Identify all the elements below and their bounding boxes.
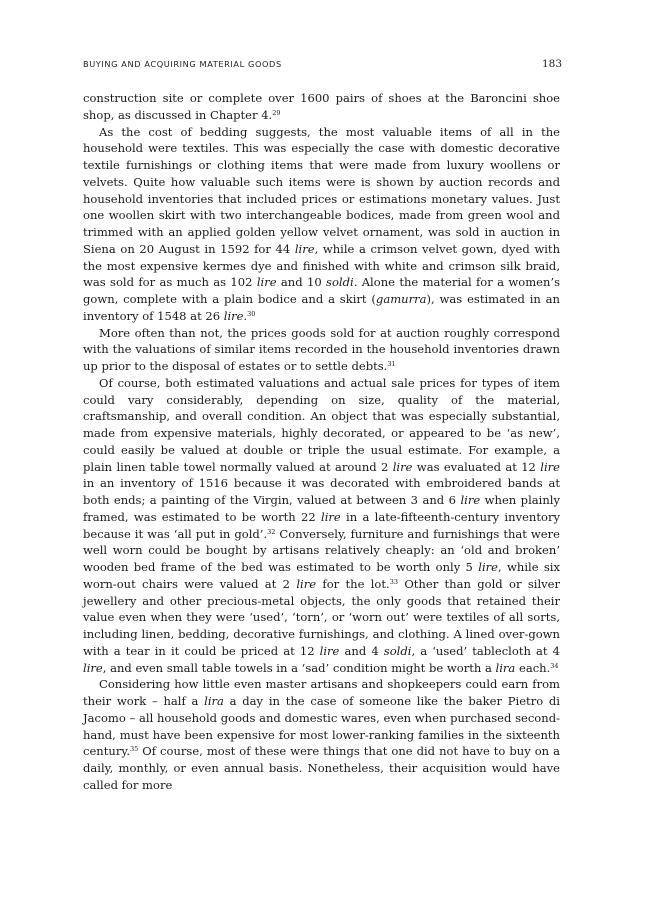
paragraph-2 xyxy=(83,124,560,325)
text-run: a day in the case of someone like the baker Pietro di Jacomo – all household goods and domestic wares, even when purchased second-hand, must have been expensive for most lower-ranking families in the sixteenth century. xyxy=(83,694,560,759)
text-run: when plainly framed, was estimated to be worth 22 xyxy=(83,493,560,524)
text-run: and 10 xyxy=(276,275,327,290)
text-run: for the lot. xyxy=(316,576,390,591)
text-run: in a late-fifteenth-century inventory because it was ‘all put in gold’. xyxy=(83,509,560,541)
italic-term: lire xyxy=(392,459,413,474)
italic-term: soldi xyxy=(383,643,412,658)
text-run: Of course, most of these were things that one did not have to buy on a daily, monthly, or even annual basis. Nonetheless, their acquisition would have called for more xyxy=(83,744,560,792)
footnote-marker: 29 xyxy=(272,108,281,117)
paragraph-1 xyxy=(83,90,560,124)
paragraph-4 xyxy=(83,375,560,677)
text-run: Conversely, furniture and furnishings that were well worn could be bought by artisans relatively cheaply: an ‘old and broken’ wooden bed frame of the bed was estimated to be worth only 5 xyxy=(83,526,560,574)
text-run: . xyxy=(243,308,248,323)
italic-term: gamurra xyxy=(375,292,427,306)
text-run: , and even small table towels in a ‘sad’ condition might be worth a xyxy=(102,660,496,675)
text-run: each. xyxy=(515,660,551,675)
footnote-marker: 32 xyxy=(267,527,276,536)
footnote-marker: 33 xyxy=(389,577,398,586)
italic-term: lira xyxy=(495,660,516,675)
footnote-marker: 34 xyxy=(550,661,559,670)
italic-term: lire xyxy=(223,308,244,323)
text-run: More often than not, the prices goods sold for at auction roughly correspond with the valuations of similar items recorded in the household inventories drawn up prior to the disposal of estates or to settle debts. xyxy=(83,325,560,373)
text-run: , while six worn-out chairs were valued at 2 xyxy=(83,560,560,591)
italic-term: lire xyxy=(478,560,498,574)
italic-term: lire xyxy=(460,493,481,507)
text-run: , while a crimson velvet gown, dyed with the most expensive kermes dye and finished with white and crimson silk braid, was sold for as much as 102 xyxy=(83,241,561,290)
body-text xyxy=(83,90,560,794)
footnote-marker: 30 xyxy=(247,309,256,318)
italic-term: lire xyxy=(83,660,103,675)
paragraph-5 xyxy=(83,676,560,793)
text-run: in an inventory of 1516 because it was decorated with embroidered bands at both ends; a painting of the Virgin, valued at between 3 and 6 xyxy=(83,476,560,507)
page-number: 183 xyxy=(541,58,562,70)
italic-term: lire xyxy=(296,576,317,591)
running-head-title: BUYING AND ACQUIRING MATERIAL GOODS xyxy=(83,59,282,69)
text-run: . Alone the material for a women’s gown, complete with a plain bodice and a skirt ( xyxy=(83,275,561,306)
italic-term: lire xyxy=(319,643,340,658)
text-run: Other than gold or silver jewellery and other precious-metal objects, the only goods that retained their value even when they were ‘used’, ‘torn’, or ‘worn out’ were textiles of all sorts, including linen, bedding, decorative furnishings, and clothing. A lined over-gown with a tear in it could be priced at 12 xyxy=(83,576,561,658)
italic-term: soldi xyxy=(326,275,354,290)
text-run: and 4 xyxy=(339,643,384,658)
text-run: ), was estimated in an inventory of 1548 at 26 xyxy=(83,292,560,323)
footnote-marker: 35 xyxy=(130,745,139,754)
italic-term: lire xyxy=(321,509,341,524)
paragraph-3 xyxy=(83,325,560,375)
italic-term: lira xyxy=(204,694,224,708)
italic-term: lire xyxy=(256,275,277,290)
text-run: Considering how little even master artisans and shopkeepers could earn from their work – half a xyxy=(83,677,560,708)
footnote-marker: 31 xyxy=(387,360,396,368)
text-run: As the cost of bedding suggests, the most valuable items of all in the household were textiles. This was especially the case with domestic decorative textile furnishings or clothing items that were made from luxury woollens or velvets. Quite how valuable such items were is shown by auction records and household inventories that included prices or estimations monetary values. Just one woollen skirt with two interchangeable bodices, made from green wool and trimmed with an applied golden yellow velvet ornament, was sold in auction in Siena on 20 August in 1592 for 44 xyxy=(83,124,560,256)
text-run: construction site or complete over 1600 pairs of shoes at the Baroncini shoe shop, as discussed in Chapter 4. xyxy=(83,91,560,122)
italic-term: lire xyxy=(540,459,560,474)
italic-term: lire xyxy=(294,241,315,256)
text-run: was evaluated at 12 xyxy=(412,459,541,474)
text-run: Of course, both estimated valuations and actual sale prices for types of item could vary considerably, depending on size, quality of the material, craftsmanship, and overall condition. An object that was especially substantial, made from expensive materials, highly decorated, or appeared to be ‘as new’, could easily be valued at double or triple the usual estimate. For example, a plain linen table towel normally valued at around 2 xyxy=(83,375,560,474)
running-head xyxy=(83,57,562,71)
text-run: , a ‘used’ tablecloth at 4 xyxy=(411,643,560,658)
